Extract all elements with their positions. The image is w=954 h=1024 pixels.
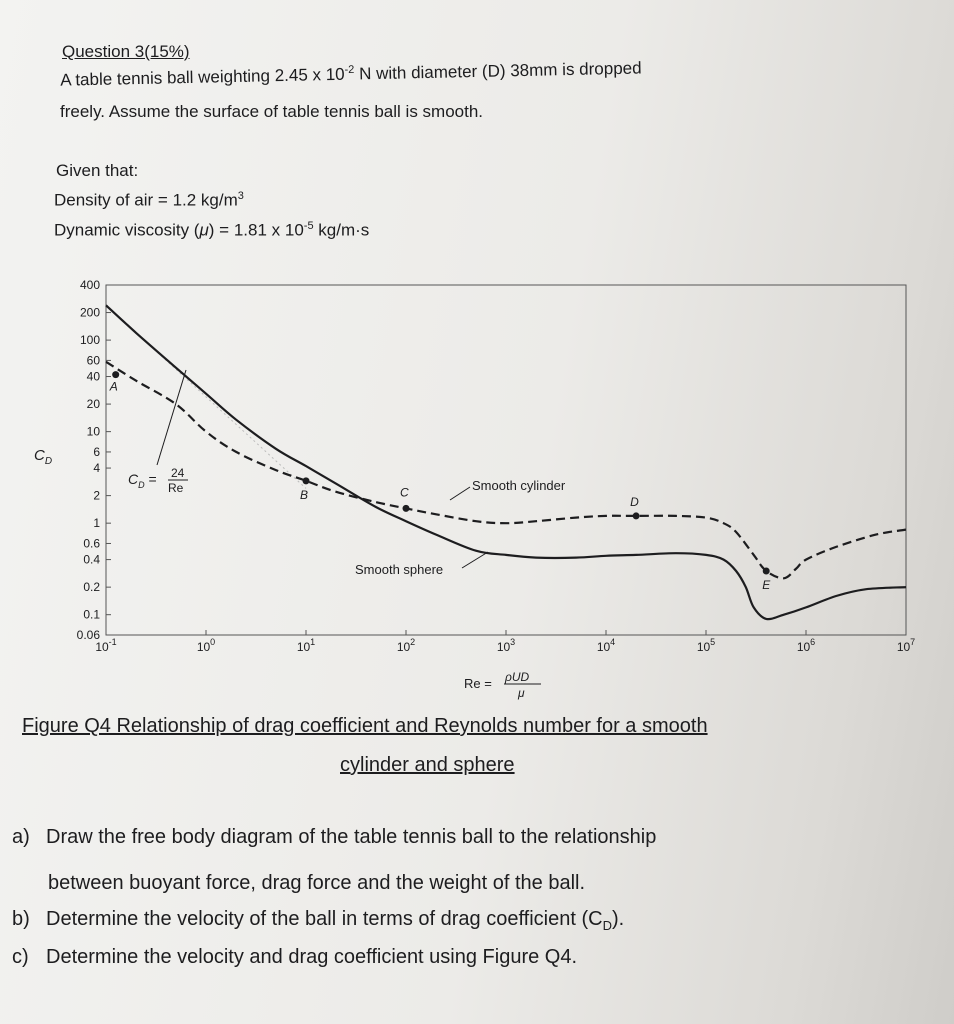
part-c-text: Determine the velocity and drag coefficient using Figure Q4.	[46, 946, 578, 968]
visc-text-mid: ) = 1.81 x 10	[208, 220, 304, 240]
part-b	[12, 908, 624, 933]
mu-symbol: μ	[199, 220, 209, 240]
question-line-1	[60, 58, 642, 91]
dynamic-viscosity	[54, 220, 369, 241]
point-label-a: A	[109, 379, 118, 394]
figure-caption-line-2: cylinder and sphere	[340, 754, 515, 776]
visc-text-end: kg/m·s	[313, 220, 370, 240]
point-e	[763, 568, 770, 575]
y-tick-label: 0.6	[83, 536, 100, 551]
point-label-e: E	[762, 578, 771, 593]
x-tick-label: $10^0$	[196, 637, 216, 654]
given-heading: Given that:	[56, 161, 139, 180]
y-tick-label: 0.2	[83, 580, 100, 595]
question-line-2: freely. Assume the surface of table tennis ball is smooth.	[60, 102, 484, 121]
stokes-law-pointer	[157, 370, 186, 465]
point-a	[112, 371, 119, 378]
y-tick-label: 0.4	[83, 552, 100, 567]
smooth-sphere-curve	[106, 305, 906, 619]
x-tick-label: $10^6$	[796, 637, 816, 654]
part-b-subscript: D	[602, 918, 612, 933]
smooth-sphere-pointer	[462, 552, 488, 568]
x-tick-label: $10^3$	[496, 637, 516, 654]
part-c	[12, 946, 577, 969]
part-b-text-end: ).	[611, 908, 625, 930]
part-a-text: Draw the free body diagram of the table tennis ball to the relationship	[46, 826, 657, 848]
density-exponent: 3	[237, 190, 244, 202]
question-line-1-start: A table tennis ball weighting 2.45 x 10	[60, 64, 345, 90]
part-a	[12, 826, 656, 849]
x-tick-label: $10^1$	[296, 637, 316, 654]
x-axis-label: Re =	[464, 676, 492, 691]
x-tick-label: $10^7$	[896, 637, 916, 654]
question-title: Question 3(15%)	[62, 42, 190, 61]
point-b	[303, 477, 310, 484]
weight-exponent: -2	[344, 63, 355, 77]
x-axis-label-denominator: μ	[518, 686, 525, 700]
y-tick-label: 20	[86, 397, 100, 412]
x-tick-label: $10^2$	[396, 637, 416, 654]
y-tick-label: 400	[79, 278, 100, 292]
y-tick-label: 40	[86, 369, 100, 384]
stokes-law-numerator: 24	[171, 466, 185, 480]
smooth-sphere-label: Smooth sphere	[355, 562, 444, 577]
part-c-label: c)	[12, 946, 29, 968]
part-b-label: b)	[12, 908, 30, 930]
y-tick-label: 1	[93, 516, 100, 531]
point-c	[403, 505, 410, 512]
plot-frame	[106, 285, 906, 635]
point-d	[633, 512, 640, 519]
y-tick-label: 200	[79, 305, 100, 320]
y-tick-label: 100	[79, 333, 100, 348]
y-axis-label: $C_D$	[34, 447, 53, 467]
x-axis-label-numerator: ρUD	[505, 670, 530, 684]
part-a-continued: between buoyant force, drag force and the weight of the ball.	[48, 872, 586, 894]
point-label-c: C	[400, 485, 409, 500]
question-line-1-end: N with diameter (D) 38mm is dropped	[354, 58, 642, 84]
x-tick-label: $10^{-1}$	[95, 637, 117, 654]
density-of-air	[54, 190, 244, 211]
stokes-law-label: $C_D$ =	[128, 471, 157, 490]
point-label-d: D	[630, 494, 639, 509]
x-tick-label: $10^4$	[596, 637, 616, 654]
stokes-law-denominator: Re	[168, 481, 184, 495]
x-tick-label: $10^5$	[696, 637, 716, 654]
y-tick-label: 10	[86, 424, 100, 439]
y-tick-label: 0.1	[83, 607, 100, 622]
smooth-cylinder-label: Smooth cylinder	[472, 478, 566, 493]
y-tick-label: 2	[93, 488, 100, 503]
y-tick-label: 4	[93, 461, 100, 476]
y-tick-label: 6	[93, 444, 100, 459]
figure-caption: Figure Q4 Relationship of drag coefficient and Reynolds number for a smooth	[22, 715, 708, 737]
visc-text-start: Dynamic viscosity (	[54, 220, 200, 240]
y-tick-label: 60	[86, 353, 100, 368]
part-b-text: Determine the velocity of the ball in terms of drag coefficient (C	[46, 908, 603, 930]
density-text: Density of air = 1.2 kg/m	[54, 190, 238, 210]
point-label-b: B	[300, 487, 309, 502]
smooth-cylinder-curve	[106, 362, 906, 579]
smooth-cylinder-pointer	[450, 487, 470, 500]
drag-coefficient-chart	[0, 270, 954, 700]
y-tick-label: 0.06	[76, 628, 100, 642]
part-a-label: a)	[12, 826, 30, 848]
visc-exponent: -5	[303, 220, 314, 232]
